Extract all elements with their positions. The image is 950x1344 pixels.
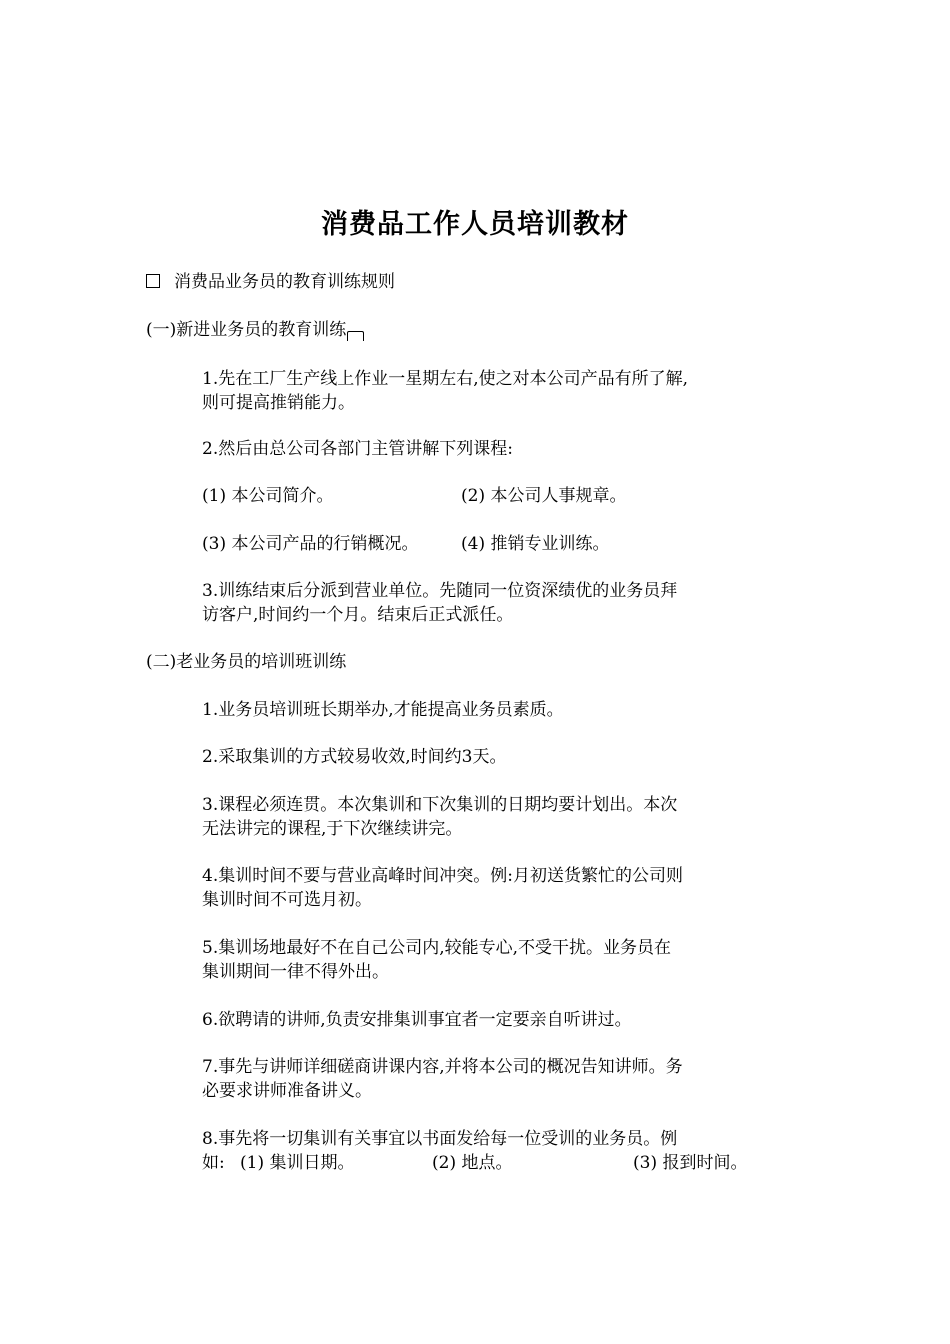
part2-item7-line1: 7.事先与讲师详细磋商讲课内容,并将本公司的概况告知讲师。务 xyxy=(202,1057,683,1077)
item8-option-3: (3) 报到时间。 xyxy=(633,1153,748,1173)
course-2: (2) 本公司人事规章。 xyxy=(461,486,627,506)
item8-option-2: (2) 地点。 xyxy=(432,1153,513,1173)
part2-item1: 1.业务员培训班长期举办,才能提高业务员素质。 xyxy=(202,700,564,720)
part1-item3-line2: 访客户,时间约一个月。结束后正式派任。 xyxy=(202,605,514,625)
part2-item8-prefix: 如: xyxy=(202,1153,225,1173)
section-heading-text: 消费品业务员的教育训练规则 xyxy=(174,272,395,292)
section-heading xyxy=(146,270,395,294)
part2-item4-line2: 集训时间不可选月初。 xyxy=(202,890,372,910)
part2-item6: 6.欲聘请的讲师,负责安排集训事宜者一定要亲自听讲过。 xyxy=(202,1010,632,1030)
part2-item8-line1: 8.事先将一切集训有关事宜以书面发给每一位受训的业务员。例 xyxy=(202,1129,678,1149)
part1-item1-line1: 1.先在工厂生产线上作业一星期左右,使之对本公司产品有所了解, xyxy=(202,369,689,389)
course-3: (3) 本公司产品的行销概况。 xyxy=(202,534,419,554)
part1-heading-text: (一)新进业务员的教育训练 xyxy=(146,320,347,340)
checkbox-icon xyxy=(146,274,160,288)
part2-item3-line2: 无法讲完的课程,于下次继续讲完。 xyxy=(202,819,463,839)
part2-item3-line1: 3.课程必须连贯。本次集训和下次集训的日期均要计划出。本次 xyxy=(202,795,678,815)
document-title: 消费品工作人员培训教材 xyxy=(321,209,629,240)
part2-item2: 2.采取集训的方式较易收效,时间约3天。 xyxy=(202,747,507,767)
course-4: (4) 推销专业训练。 xyxy=(461,534,610,554)
item8-option-1: (1) 集训日期。 xyxy=(240,1153,355,1173)
course-1: (1) 本公司简介。 xyxy=(202,486,334,506)
part1-heading xyxy=(146,318,364,342)
edit-mark-icon xyxy=(347,331,364,341)
part1-item3-line1: 3.训练结束后分派到营业单位。先随同一位资深绩优的业务员拜 xyxy=(202,581,678,601)
part2-item7-line2: 必要求讲师准备讲义。 xyxy=(202,1081,372,1101)
part2-item5-line1: 5.集训场地最好不在自己公司内,较能专心,不受干扰。业务员在 xyxy=(202,938,672,958)
part2-heading: (二)老业务员的培训班训练 xyxy=(146,652,347,672)
part2-item5-line2: 集训期间一律不得外出。 xyxy=(202,962,389,982)
part1-item1-line2: 则可提高推销能力。 xyxy=(202,393,355,413)
part1-item2: 2.然后由总公司各部门主管讲解下列课程: xyxy=(202,439,513,459)
part2-item4-line1: 4.集训时间不要与营业高峰时间冲突。例:月初送货繁忙的公司则 xyxy=(202,866,683,886)
